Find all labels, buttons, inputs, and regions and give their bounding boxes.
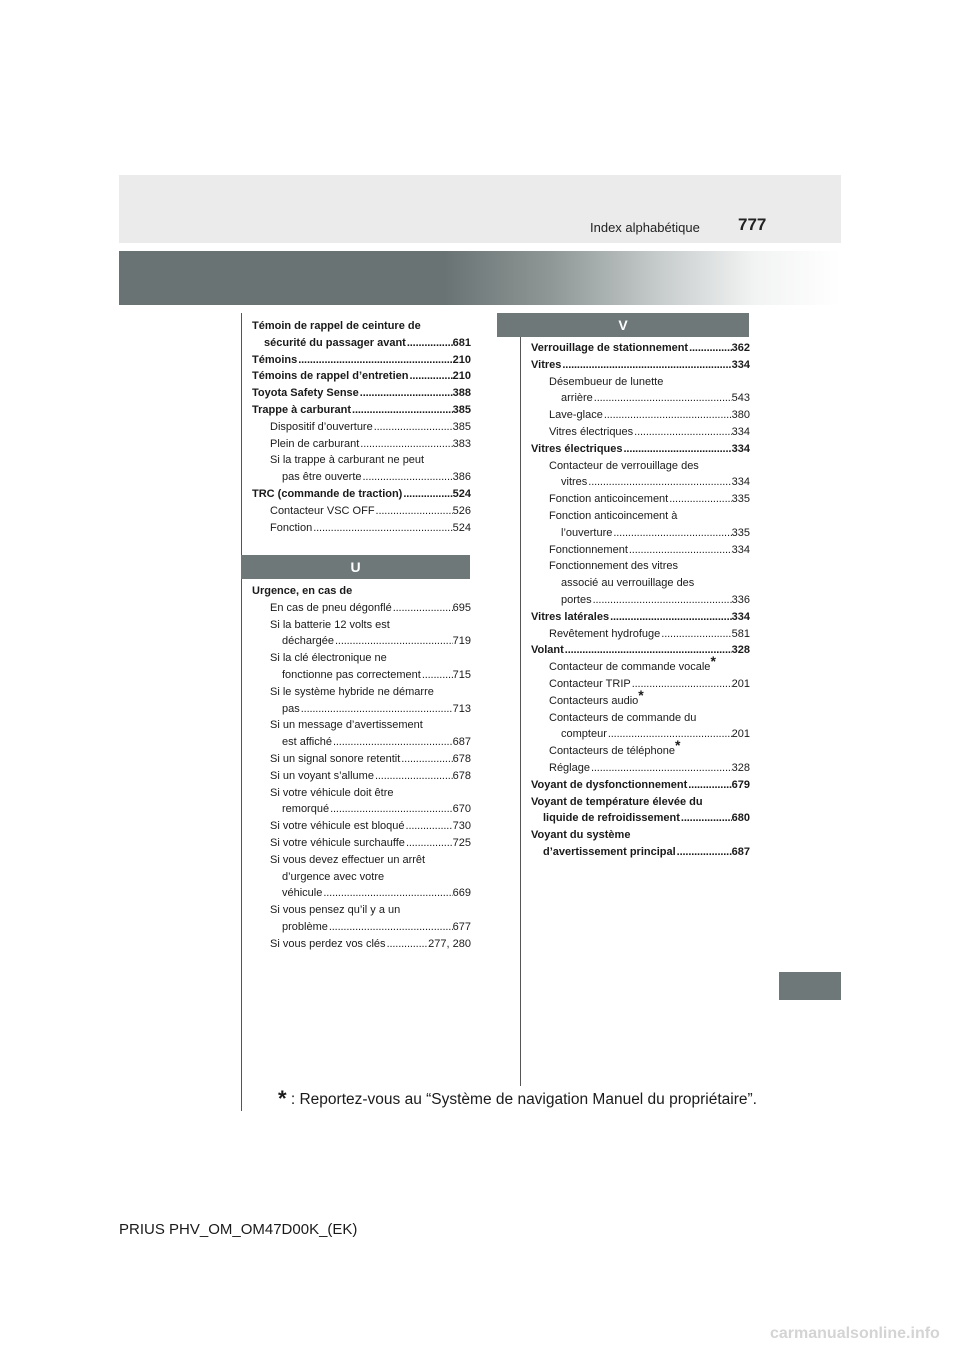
page-ref: 334 bbox=[731, 610, 750, 623]
entry-text: pas bbox=[282, 702, 300, 715]
footnote-star: * bbox=[278, 1086, 287, 1111]
entry-text: Verrouillage de stationnement bbox=[531, 342, 689, 354]
entry-text: Contacteurs de téléphone bbox=[549, 745, 675, 758]
page-ref: 678 bbox=[452, 769, 471, 782]
index-entry bbox=[252, 520, 471, 537]
index-entry bbox=[252, 717, 471, 734]
index-column-v bbox=[531, 340, 750, 861]
entry-text: Témoin de rappel de ceinture de bbox=[252, 320, 421, 332]
entry-text: Vitres électriques bbox=[531, 442, 623, 455]
entry-text: Si la clé électronique ne bbox=[270, 652, 387, 665]
index-entry bbox=[252, 617, 471, 634]
dot-leader bbox=[312, 520, 452, 537]
dot-leader bbox=[405, 818, 453, 835]
entry-text: Contacteur de verrouillage des bbox=[549, 459, 699, 472]
index-entry bbox=[531, 710, 750, 727]
page-ref: 334 bbox=[731, 358, 750, 371]
dot-leader bbox=[593, 390, 732, 407]
page-ref: 328 bbox=[731, 644, 750, 657]
dot-leader bbox=[359, 436, 452, 453]
entry-text: sécurité du passager avant bbox=[264, 336, 406, 349]
index-entry bbox=[531, 374, 750, 391]
page-ref: 687 bbox=[731, 845, 750, 858]
index-entry bbox=[531, 642, 750, 659]
index-entry bbox=[252, 768, 471, 785]
entry-text: Si votre véhicule surchauffe bbox=[270, 836, 405, 849]
index-entry bbox=[252, 885, 471, 902]
index-entry bbox=[252, 583, 471, 600]
index-entry bbox=[252, 352, 471, 369]
dot-leader bbox=[688, 340, 732, 357]
index-entry bbox=[252, 368, 471, 385]
page-ref: 695 bbox=[452, 601, 471, 614]
entry-text: Contacteur TRIP bbox=[549, 677, 631, 690]
entry-text: d’urgence avec votre bbox=[282, 870, 385, 883]
dot-leader bbox=[402, 486, 452, 503]
index-entry bbox=[531, 844, 750, 861]
entry-text: arrière bbox=[561, 392, 593, 405]
dot-leader bbox=[628, 542, 732, 559]
index-entry bbox=[531, 340, 750, 357]
page-ref: 713 bbox=[452, 702, 471, 715]
dot-leader bbox=[609, 609, 732, 626]
dot-leader bbox=[297, 352, 452, 369]
index-entry bbox=[252, 936, 471, 953]
entry-text: Fonction bbox=[270, 521, 313, 534]
index-entry bbox=[531, 390, 750, 407]
page-ref: 385 bbox=[452, 403, 471, 416]
index-entry bbox=[252, 751, 471, 768]
index-entry bbox=[252, 818, 471, 835]
entry-text: Dispositif d’ouverture bbox=[270, 420, 373, 433]
index-entry bbox=[252, 852, 471, 869]
entry-text: Si la batterie 12 volts est bbox=[270, 618, 390, 631]
dot-leader bbox=[300, 701, 453, 718]
page-ref: 335 bbox=[731, 493, 750, 506]
page-ref: 524 bbox=[452, 521, 471, 534]
index-entry bbox=[252, 318, 471, 335]
entry-text: Si votre véhicule doit être bbox=[270, 786, 394, 799]
dot-leader bbox=[322, 885, 452, 902]
index-entry bbox=[531, 491, 750, 508]
header-title: Index alphabétique bbox=[590, 220, 700, 235]
index-entry bbox=[531, 810, 750, 827]
asterisk-marker: * bbox=[710, 653, 716, 670]
index-entry bbox=[531, 558, 750, 575]
index-entry bbox=[531, 575, 750, 592]
index-entry bbox=[531, 592, 750, 609]
page-ref: 334 bbox=[731, 425, 750, 438]
index-column-t bbox=[252, 318, 471, 536]
index-entry bbox=[531, 794, 750, 811]
page-ref: 543 bbox=[731, 392, 750, 405]
entry-text: Contacteur de commande vocale bbox=[549, 661, 711, 674]
index-entry bbox=[252, 402, 471, 419]
chapter-tab-marker bbox=[779, 972, 841, 1000]
index-entry bbox=[531, 760, 750, 777]
index-entry bbox=[252, 919, 471, 936]
dot-leader bbox=[561, 357, 731, 374]
entry-text: remorqué bbox=[282, 803, 330, 816]
index-entry bbox=[531, 653, 750, 676]
entry-text: Fonction anticoincement bbox=[549, 493, 669, 506]
index-entry bbox=[531, 407, 750, 424]
entry-text: d’avertissement principal bbox=[543, 845, 676, 858]
entry-text: portes bbox=[561, 593, 592, 606]
index-entry bbox=[531, 542, 750, 559]
header-gradient-bar bbox=[119, 251, 841, 305]
entry-text: Toyota Safety Sense bbox=[252, 387, 359, 400]
page-ref: 334 bbox=[731, 442, 750, 455]
dot-leader bbox=[633, 424, 731, 441]
index-entry bbox=[252, 902, 471, 919]
index-entry bbox=[531, 424, 750, 441]
dot-leader bbox=[660, 626, 731, 643]
dot-leader bbox=[421, 667, 453, 684]
entry-text: est affiché bbox=[282, 736, 332, 749]
index-entry bbox=[531, 737, 750, 760]
entry-text: En cas de pneu dégonflé bbox=[270, 601, 392, 614]
entry-text: Vitres électriques bbox=[549, 425, 634, 438]
entry-text: liquide de refroidissement bbox=[543, 812, 680, 825]
index-entry bbox=[531, 441, 750, 458]
dot-leader bbox=[680, 810, 732, 827]
entry-text: Voyant de température élevée du bbox=[531, 795, 703, 808]
document-code: PRIUS PHV_OM_OM47D00K_(EK) bbox=[119, 1221, 358, 1238]
entry-text: Si la trappe à carburant ne peut bbox=[270, 454, 425, 467]
entry-text: Trappe à carburant bbox=[252, 403, 352, 416]
asterisk-marker: * bbox=[638, 686, 644, 703]
entry-text: Voyant de dysfonctionnement bbox=[531, 778, 688, 791]
entry-text: Si vous perdez vos clés bbox=[270, 937, 386, 950]
index-entry bbox=[531, 827, 750, 844]
page-ref: 388 bbox=[452, 387, 471, 400]
index-entry bbox=[252, 801, 471, 818]
dot-leader bbox=[592, 592, 732, 609]
footnote-text: : Reportez-vous au “Système de navigation Manuel du propriétaire”. bbox=[286, 1091, 757, 1108]
entry-text: Si le système hybride ne démarre bbox=[270, 685, 434, 698]
entry-text: Contacteurs audio bbox=[549, 694, 639, 707]
index-entry bbox=[531, 686, 750, 710]
index-entry bbox=[252, 667, 471, 684]
index-entry bbox=[531, 458, 750, 475]
dot-leader bbox=[359, 385, 453, 402]
dot-leader bbox=[607, 726, 732, 743]
index-column-u bbox=[252, 583, 471, 953]
dot-leader bbox=[587, 474, 731, 491]
entry-text: Si vous devez effectuer un arrêt bbox=[270, 853, 426, 866]
page-ref: 730 bbox=[452, 820, 471, 833]
page-ref: 277, 280 bbox=[428, 937, 471, 950]
index-entry bbox=[531, 609, 750, 626]
page-ref: 679 bbox=[731, 778, 750, 791]
entry-text: Contacteurs de commande du bbox=[549, 711, 697, 724]
asterisk-marker: * bbox=[674, 737, 681, 754]
dot-leader bbox=[631, 676, 732, 693]
entry-text: Contacteur VSC OFF bbox=[270, 504, 375, 517]
index-entry bbox=[531, 525, 750, 542]
page-ref: 680 bbox=[731, 812, 750, 825]
page-ref: 526 bbox=[452, 504, 471, 517]
page-ref: 581 bbox=[731, 627, 750, 640]
page-ref: 719 bbox=[452, 635, 471, 648]
center-column-rule bbox=[520, 313, 521, 1086]
entry-text: Vitres bbox=[531, 358, 562, 371]
dot-leader bbox=[564, 642, 732, 659]
page-ref: 725 bbox=[452, 836, 471, 849]
index-entry bbox=[252, 600, 471, 617]
index-entry bbox=[252, 335, 471, 352]
entry-text: Vitres latérales bbox=[531, 610, 610, 623]
section-header-v: V bbox=[497, 313, 749, 337]
index-entry bbox=[531, 357, 750, 374]
entry-text: véhicule bbox=[282, 887, 323, 900]
entry-text: Si vous pensez qu’il y a un bbox=[270, 904, 401, 917]
header-band bbox=[119, 175, 841, 243]
entry-text: l’ouverture bbox=[561, 526, 613, 539]
dot-leader bbox=[351, 402, 453, 419]
index-entry bbox=[252, 385, 471, 402]
index-entry bbox=[531, 726, 750, 743]
page-ref: 336 bbox=[731, 593, 750, 606]
index-entry bbox=[252, 869, 471, 886]
dot-leader bbox=[590, 760, 732, 777]
dot-leader bbox=[668, 491, 731, 508]
dot-leader bbox=[362, 469, 453, 486]
index-entry bbox=[252, 734, 471, 751]
page-ref: 677 bbox=[452, 920, 471, 933]
entry-text: associé au verrouillage des bbox=[561, 577, 695, 590]
page-ref: 334 bbox=[731, 543, 750, 556]
dot-leader bbox=[332, 734, 453, 751]
index-entry bbox=[252, 452, 471, 469]
page-ref: 715 bbox=[452, 668, 471, 681]
dot-leader bbox=[603, 407, 732, 424]
index-entry bbox=[252, 469, 471, 486]
page-ref: 678 bbox=[452, 752, 471, 765]
entry-text: compteur bbox=[561, 728, 607, 741]
left-column-rule bbox=[241, 313, 242, 1111]
index-entry bbox=[252, 835, 471, 852]
index-entry bbox=[252, 684, 471, 701]
entry-text: Plein de carburant bbox=[270, 437, 360, 450]
dot-leader bbox=[386, 936, 429, 953]
index-entry bbox=[531, 474, 750, 491]
page-number: 777 bbox=[738, 215, 767, 234]
dot-leader bbox=[328, 919, 453, 936]
index-entry bbox=[531, 777, 750, 794]
page-ref: 385 bbox=[452, 420, 471, 433]
entry-text: Témoins de rappel d’entretien bbox=[252, 370, 409, 383]
entry-text: Urgence, en cas de bbox=[252, 585, 353, 597]
page-ref: 201 bbox=[731, 728, 750, 741]
entry-text: Désembueur de lunette bbox=[549, 375, 664, 388]
entry-text: Fonctionnement bbox=[549, 543, 628, 556]
dot-leader bbox=[374, 768, 453, 785]
page-ref: 334 bbox=[731, 476, 750, 489]
page-ref: 681 bbox=[452, 336, 471, 349]
dot-leader bbox=[400, 751, 452, 768]
entry-text: Revêtement hydrofuge bbox=[549, 627, 661, 640]
entry-text: Lave-glace bbox=[549, 409, 603, 422]
dot-leader bbox=[375, 503, 453, 520]
entry-text: Si votre véhicule est bloqué bbox=[270, 820, 405, 833]
page-ref: 687 bbox=[452, 736, 471, 749]
entry-text: Fonctionnement des vitres bbox=[549, 560, 679, 573]
index-entry bbox=[531, 508, 750, 525]
entry-text: Fonction anticoincement à bbox=[549, 509, 678, 522]
entry-text: Témoins bbox=[252, 353, 298, 366]
index-entry bbox=[252, 419, 471, 436]
page-ref: 210 bbox=[452, 353, 471, 366]
page-ref: 201 bbox=[731, 677, 750, 690]
dot-leader bbox=[687, 777, 731, 794]
dot-leader bbox=[406, 335, 453, 352]
dot-leader bbox=[392, 600, 453, 617]
dot-leader bbox=[329, 801, 453, 818]
index-entry bbox=[252, 701, 471, 718]
page-ref: 386 bbox=[452, 471, 471, 484]
entry-text: Si un message d’avertissement bbox=[270, 719, 423, 732]
page-ref: 383 bbox=[452, 437, 471, 450]
page-ref: 669 bbox=[452, 887, 471, 900]
index-entry bbox=[252, 486, 471, 503]
dot-leader bbox=[334, 633, 453, 650]
index-entry bbox=[252, 633, 471, 650]
dot-leader bbox=[405, 835, 453, 852]
watermark: carmanualsonline.info bbox=[770, 1325, 940, 1342]
page-ref: 524 bbox=[452, 487, 471, 500]
footnote bbox=[278, 1086, 757, 1112]
section-header-u: U bbox=[241, 555, 470, 579]
dot-leader bbox=[623, 441, 732, 458]
entry-text: Voyant du système bbox=[531, 829, 631, 842]
index-entry bbox=[252, 650, 471, 667]
dot-leader bbox=[408, 368, 452, 385]
entry-text: problème bbox=[282, 920, 328, 933]
index-entry bbox=[252, 503, 471, 520]
page-ref: 210 bbox=[452, 370, 471, 383]
page-ref: 670 bbox=[452, 803, 471, 816]
entry-text: Volant bbox=[531, 644, 564, 657]
page-ref: 380 bbox=[731, 409, 750, 422]
entry-text: Si un signal sonore retentit bbox=[270, 752, 401, 765]
dot-leader bbox=[612, 525, 731, 542]
entry-text: Réglage bbox=[549, 761, 590, 774]
index-entry bbox=[531, 626, 750, 643]
index-entry bbox=[252, 436, 471, 453]
page-ref: 335 bbox=[731, 526, 750, 539]
page-ref: 362 bbox=[731, 342, 750, 354]
entry-text: pas être ouverte bbox=[282, 471, 362, 484]
page-ref: 328 bbox=[731, 761, 750, 774]
dot-leader bbox=[373, 419, 453, 436]
index-entry bbox=[252, 785, 471, 802]
entry-text: vitres bbox=[561, 476, 588, 489]
entry-text: fonctionne pas correctement bbox=[282, 668, 421, 681]
entry-text: TRC (commande de traction) bbox=[252, 487, 403, 500]
entry-text: Si un voyant s’allume bbox=[270, 769, 374, 782]
dot-leader bbox=[676, 844, 732, 861]
entry-text: déchargée bbox=[282, 635, 334, 648]
